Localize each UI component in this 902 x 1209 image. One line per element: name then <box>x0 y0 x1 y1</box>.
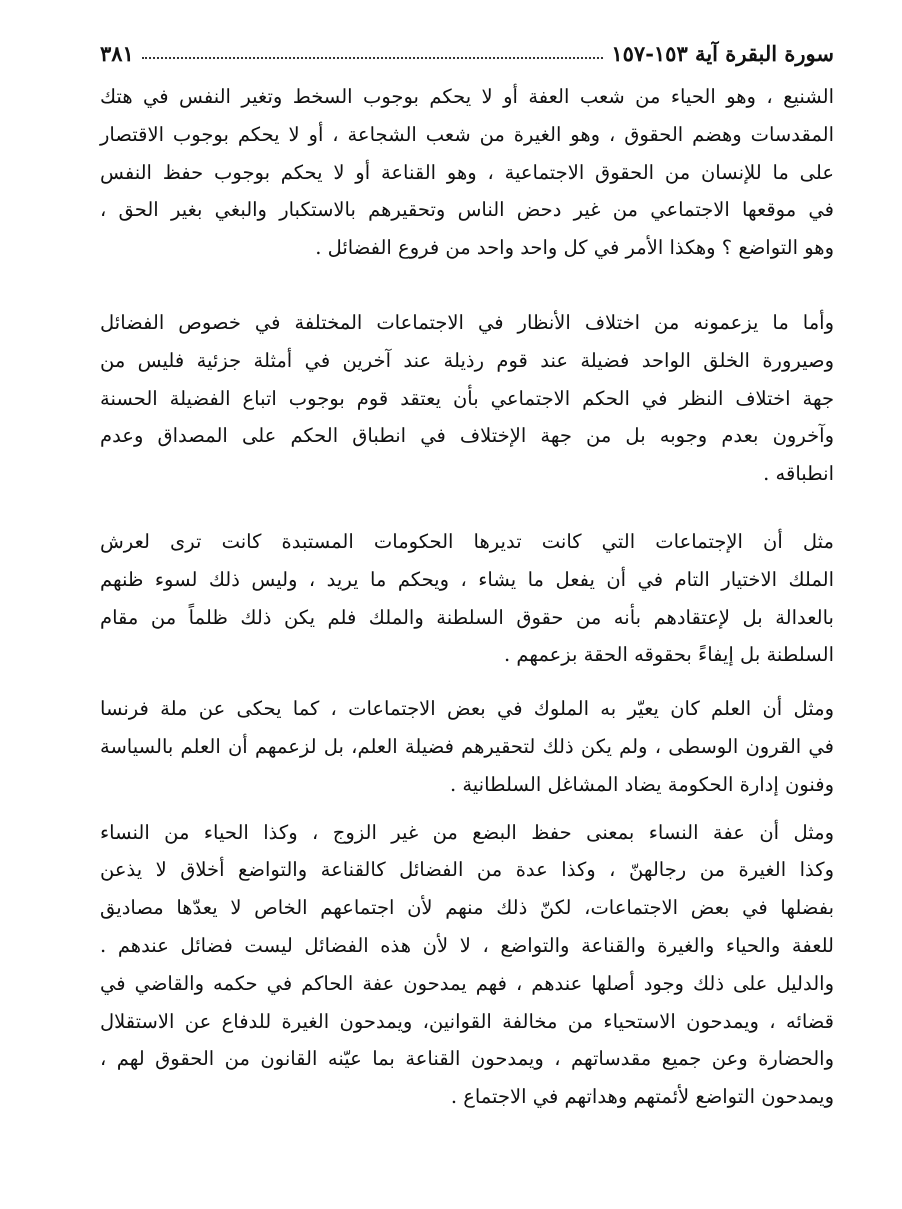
dotted-leader <box>142 57 604 59</box>
text-line: مثل أن الإجتماعات التي كانت تديرها الحكومات المستبدة كانت ترى لعرش <box>100 529 834 553</box>
text-line: وكذا الغيرة من رجالهنّ ، وكذا عدة من الفضائل كالقناعة والتواضع أخلاق لا يذعن <box>100 858 834 882</box>
text-line: في القرون الوسطى ، ولم يكن ذلك لتحقيرهم فضيلة العلم، بل لزعمهم أن العلم بالسياسة <box>100 734 834 758</box>
paragraph-5 <box>100 814 834 1116</box>
text-line: وفنون إدارة الحكومة يضاد المشاغل السلطانية . <box>449 772 834 796</box>
text-line: الشنيع ، وهو الحياء من شعب العفة أو لا يحكم بوجوب السخط وتغير النفس في هتك <box>100 85 834 108</box>
text-line: ومثل أن العلم كان يعيّر به الملوك في بعض الاجتماعات ، كما يحكى عن ملة فرنسا <box>100 697 834 721</box>
text-line: للعفة والحياء والغيرة والقناعة والتواضع ، لا لأن هذه الفضائل ليست فضائل عندهم . <box>100 933 834 957</box>
running-title: سورة البقرة آية ١٥٣-١٥٧ <box>611 41 834 66</box>
page-body <box>100 78 834 1116</box>
text-line: السلطنة بل إيفاءً بحقوقه الحقة بزعمهم . <box>503 643 834 667</box>
paragraph-spacer <box>100 493 834 523</box>
text-line: الملك الاختيار التام في أن يفعل ما يشاء ، ويحكم ما يريد ، وليس ذلك لسوء ظنهم <box>100 567 834 591</box>
paragraph-4 <box>100 690 834 803</box>
text-line: ومثل أن عفة النساء بمعنى حفظ البضع من غير الزوج ، وكذا الحياء من النساء <box>100 820 834 844</box>
text-line: وأما ما يزعمونه من اختلاف الأنظار في الاجتماعات المختلفة في خصوص الفضائل <box>100 310 834 334</box>
text-line: في موقعها الاجتماعي من غير دحض الناس وتحقيرهم بالاستكبار والبغي بغير الحق ، <box>100 198 834 222</box>
paragraph-spacer <box>100 804 834 814</box>
text-line: انطباقه . <box>763 462 834 486</box>
paragraph-3 <box>100 523 834 674</box>
text-line: جهة اختلاف النظر في الحكم الاجتماعي بأن يعتقد قوم بوجوب اتباع الفضيلة الحسنة <box>100 386 834 410</box>
page-number: ٣٨١ <box>100 41 134 66</box>
paragraph-spacer <box>100 267 834 304</box>
text-line: وآخرون بعدم وجوبه بل من جهة الإختلاف في انطباق الحكم على المصداق وعدم <box>100 424 834 448</box>
page-header <box>100 36 834 66</box>
text-line: على ما للإنسان من الحقوق الاجتماعية ، وهو القناعة أو لا يحكم بوجوب حفظ النفس <box>100 160 834 184</box>
text-line: قضائه ، ويمدحون الاستحياء من مخالفة القوانين، ويمدحون الغيرة للدفاع عن الاستقلال <box>100 1009 834 1033</box>
text-line: وهو التواضع ؟ وهكذا الأمر في كل واحد واحد من فروع الفضائل . <box>315 236 834 260</box>
text-line: ويمدحون التواضع لأئمتهم وهداتهم في الاجتماع . <box>450 1085 834 1109</box>
text-line: بفضلها في بعض الاجتماعات، لكنّ ذلك منهم لأن اجتماعهم الخاص لا يعدّها مصاديق <box>100 896 834 920</box>
paragraph-1 <box>100 78 834 267</box>
text-line: المقدسات وهضم الحقوق ، وهو الغيرة من شعب الشجاعة ، أو لا يحكم بوجوب الاقتصار <box>100 122 834 146</box>
text-line: والحضارة وعن جميع مقدساتهم ، ويمدحون القناعة بما عيّنه القانون من الحقوق لهم ، <box>100 1047 834 1071</box>
text-line: بالعدالة بل لإعتقادهم بأنه من حقوق السلطنة والملك فلم يكن ذلك ظلماً من مقام <box>100 605 834 629</box>
paragraph-spacer <box>100 674 834 690</box>
text-line: وصيرورة الخلق الواحد فضيلة عند قوم رذيلة عند آخرين في أمثلة جزئية فليس من <box>100 348 834 372</box>
paragraph-2 <box>100 304 834 493</box>
text-line: والدليل على ذلك وجود أصلها عندهم ، فهم يمدحون عفة الحاكم في حكمه والقاضي في <box>100 971 834 995</box>
